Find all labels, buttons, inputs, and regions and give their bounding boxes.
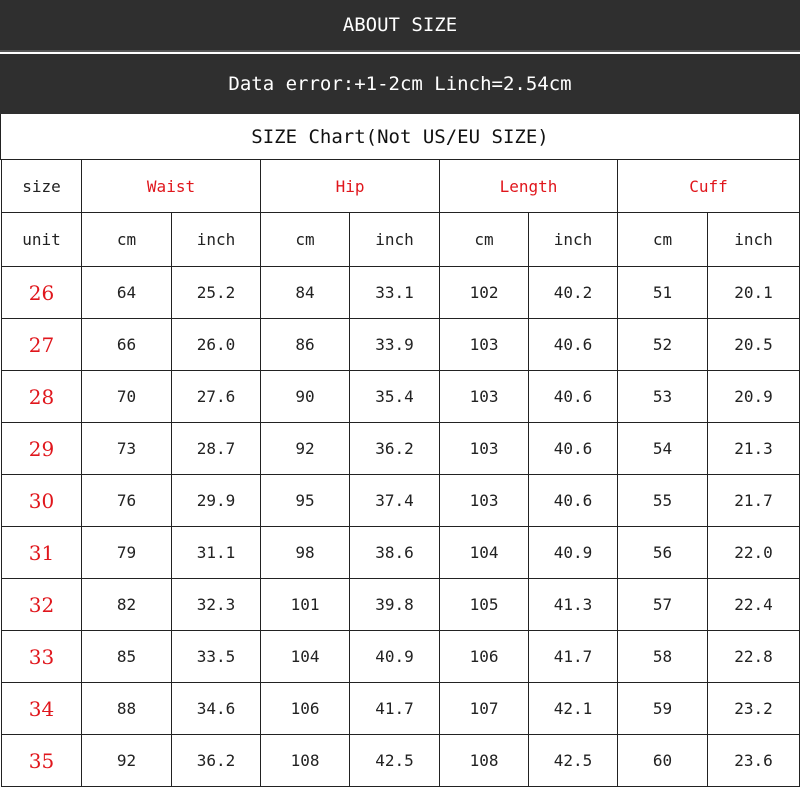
measurement-cell: 28.7: [172, 423, 261, 475]
category-header-row: [2, 160, 800, 213]
size-value: 28: [2, 371, 82, 423]
measurement-cell: 64: [82, 267, 172, 319]
table-row: [2, 579, 800, 631]
measurement-cell: 57: [618, 579, 708, 631]
size-value: 31: [2, 527, 82, 579]
measurement-cell: 60: [618, 735, 708, 787]
measurement-cell: 105: [440, 579, 529, 631]
measurement-cell: 26.0: [172, 319, 261, 371]
measurement-cell: 55: [618, 475, 708, 527]
measurement-cell: 52: [618, 319, 708, 371]
measurement-cell: 36.2: [172, 735, 261, 787]
measurement-cell: 33.1: [350, 267, 440, 319]
measurement-cell: 59: [618, 683, 708, 735]
measurement-cell: 76: [82, 475, 172, 527]
measurement-cell: 53: [618, 371, 708, 423]
measurement-cell: 103: [440, 423, 529, 475]
measurement-cell: 107: [440, 683, 529, 735]
measurement-cell: 38.6: [350, 527, 440, 579]
measurement-cell: 79: [82, 527, 172, 579]
measurement-cell: 40.9: [529, 527, 618, 579]
measurement-cell: 25.2: [172, 267, 261, 319]
measurement-cell: 40.6: [529, 319, 618, 371]
category-hip: Hip: [261, 160, 440, 213]
size-value: 27: [2, 319, 82, 371]
measurement-cell: 21.7: [708, 475, 800, 527]
category-waist: Waist: [82, 160, 261, 213]
about-size-title: ABOUT SIZE: [342, 14, 458, 36]
measurement-cell: 23.2: [708, 683, 800, 735]
unit-cell: cm: [440, 213, 529, 267]
size-value: 29: [2, 423, 82, 475]
measurement-cell: 101: [261, 579, 350, 631]
size-value: 35: [2, 735, 82, 787]
unit-header-row: [2, 213, 800, 267]
size-value: 33: [2, 631, 82, 683]
measurement-cell: 39.8: [350, 579, 440, 631]
category-length: Length: [440, 160, 618, 213]
measurement-cell: 104: [440, 527, 529, 579]
measurement-cell: 90: [261, 371, 350, 423]
size-value: 30: [2, 475, 82, 527]
measurement-cell: 108: [440, 735, 529, 787]
unit-label: unit: [2, 213, 82, 267]
measurement-cell: 29.9: [172, 475, 261, 527]
measurement-cell: 85: [82, 631, 172, 683]
table-row: [2, 371, 800, 423]
measurement-cell: 70: [82, 371, 172, 423]
size-chart-title-bar: [0, 114, 800, 160]
data-error-note: Data error:+1-2cm Linch=2.54cm: [228, 73, 572, 95]
measurement-cell: 21.3: [708, 423, 800, 475]
measurement-cell: 103: [440, 319, 529, 371]
measurement-cell: 84: [261, 267, 350, 319]
unit-cell: cm: [261, 213, 350, 267]
measurement-cell: 22.4: [708, 579, 800, 631]
measurement-cell: 40.6: [529, 371, 618, 423]
measurement-cell: 41.7: [350, 683, 440, 735]
measurement-cell: 32.3: [172, 579, 261, 631]
measurement-cell: 82: [82, 579, 172, 631]
measurement-cell: 88: [82, 683, 172, 735]
measurement-cell: 27.6: [172, 371, 261, 423]
measurement-cell: 35.4: [350, 371, 440, 423]
measurement-cell: 40.2: [529, 267, 618, 319]
size-chart-title: SIZE Chart(Not US/EU SIZE): [251, 126, 549, 148]
data-error-banner: [0, 54, 800, 114]
measurement-cell: 22.0: [708, 527, 800, 579]
table-row: [2, 475, 800, 527]
unit-cell: inch: [350, 213, 440, 267]
measurement-cell: 23.6: [708, 735, 800, 787]
measurement-cell: 36.2: [350, 423, 440, 475]
measurement-cell: 106: [440, 631, 529, 683]
measurement-cell: 54: [618, 423, 708, 475]
table-row: [2, 527, 800, 579]
about-size-banner: [0, 0, 800, 52]
measurement-cell: 41.3: [529, 579, 618, 631]
measurement-cell: 58: [618, 631, 708, 683]
measurement-cell: 33.5: [172, 631, 261, 683]
size-value: 26: [2, 267, 82, 319]
measurement-cell: 31.1: [172, 527, 261, 579]
measurement-cell: 108: [261, 735, 350, 787]
measurement-cell: 42.1: [529, 683, 618, 735]
measurement-cell: 42.5: [529, 735, 618, 787]
category-cuff: Cuff: [618, 160, 800, 213]
measurement-cell: 98: [261, 527, 350, 579]
measurement-cell: 56: [618, 527, 708, 579]
measurement-cell: 86: [261, 319, 350, 371]
table-row: [2, 319, 800, 371]
measurement-cell: 95: [261, 475, 350, 527]
measurement-cell: 92: [82, 735, 172, 787]
measurement-cell: 106: [261, 683, 350, 735]
measurement-cell: 66: [82, 319, 172, 371]
measurement-cell: 40.6: [529, 475, 618, 527]
measurement-cell: 51: [618, 267, 708, 319]
measurement-cell: 20.9: [708, 371, 800, 423]
measurement-cell: 102: [440, 267, 529, 319]
measurement-cell: 40.6: [529, 423, 618, 475]
size-table: [1, 159, 800, 787]
measurement-cell: 103: [440, 371, 529, 423]
unit-cell: inch: [172, 213, 261, 267]
measurement-cell: 20.5: [708, 319, 800, 371]
size-label: size: [2, 160, 82, 213]
measurement-cell: 37.4: [350, 475, 440, 527]
measurement-cell: 42.5: [350, 735, 440, 787]
table-row: [2, 683, 800, 735]
size-value: 34: [2, 683, 82, 735]
measurement-cell: 103: [440, 475, 529, 527]
measurement-cell: 73: [82, 423, 172, 475]
unit-cell: inch: [708, 213, 800, 267]
measurement-cell: 40.9: [350, 631, 440, 683]
measurement-cell: 92: [261, 423, 350, 475]
measurement-cell: 41.7: [529, 631, 618, 683]
measurement-cell: 104: [261, 631, 350, 683]
table-row: [2, 423, 800, 475]
unit-cell: cm: [82, 213, 172, 267]
table-row: [2, 631, 800, 683]
measurement-cell: 33.9: [350, 319, 440, 371]
unit-cell: cm: [618, 213, 708, 267]
table-row: [2, 735, 800, 787]
table-row: [2, 267, 800, 319]
measurement-cell: 34.6: [172, 683, 261, 735]
measurement-cell: 22.8: [708, 631, 800, 683]
measurement-cell: 20.1: [708, 267, 800, 319]
size-value: 32: [2, 579, 82, 631]
unit-cell: inch: [529, 213, 618, 267]
